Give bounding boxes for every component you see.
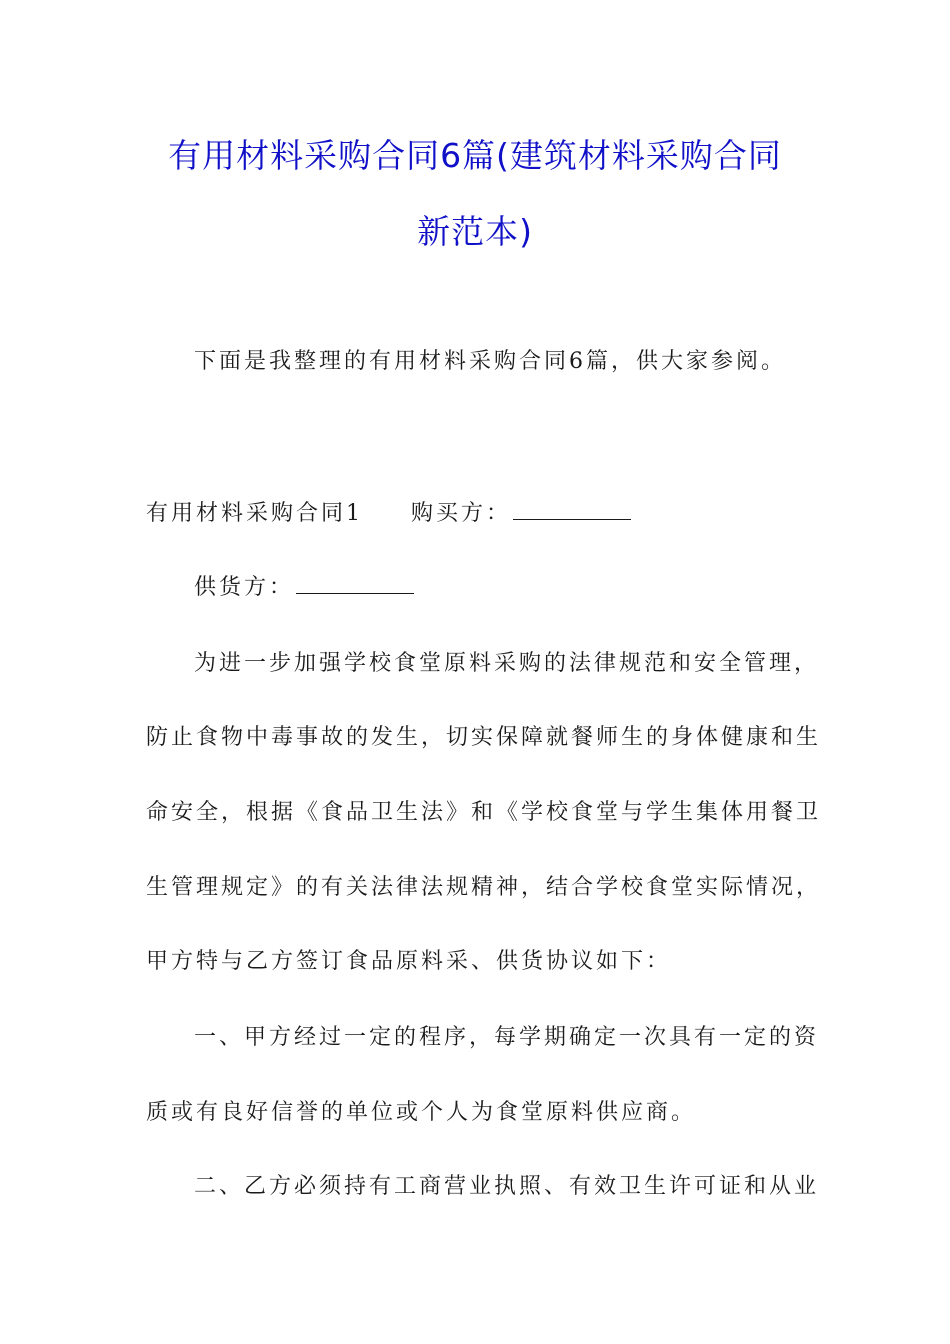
paragraph-2-line-1: 一、甲方经过一定的程序，每学期确定一次具有一定的资 — [194, 1025, 820, 1050]
paragraph-2-line-2: 质或有良好信誉的单位或个人为食堂原料供应商。 — [146, 1100, 697, 1125]
paragraph-1-line-5: 甲方特与乙方签订食品原料采、供货协议如下： — [146, 949, 672, 974]
document-title-line-1: 有用材料采购合同6篇(建筑材料采购合同 — [168, 136, 782, 175]
supplier-label: 供货方： — [194, 575, 295, 600]
paragraph-1-line-1: 为进一步加强学校食堂原料采购的法律规范和安全管理， — [194, 651, 820, 676]
contract-1-heading: 有用材料采购合同1 — [146, 501, 363, 526]
supplier-row — [194, 570, 854, 601]
contract-1-heading-row — [146, 496, 806, 527]
paragraph-1-line-4: 生管理规定》的有关法律法规精神，结合学校食堂实际情况， — [146, 875, 822, 900]
intro-text: 下面是我整理的有用材料采购合同6篇，供大家参阅。 — [194, 349, 786, 374]
document-title-line-2: 新范本) — [417, 212, 533, 251]
paragraph-1-line-3: 命安全，根据《食品卫生法》和《学校食堂与学生集体用餐卫 — [146, 800, 822, 825]
buyer-blank-line — [513, 501, 631, 520]
buyer-label: 购买方： — [411, 501, 512, 526]
supplier-blank-line — [296, 575, 414, 594]
paragraph-1-line-2: 防止食物中毒事故的发生，切实保障就餐师生的身体健康和生 — [146, 725, 822, 750]
paragraph-3-line-1: 二、乙方必须持有工商营业执照、有效卫生许可证和从业 — [194, 1174, 820, 1199]
